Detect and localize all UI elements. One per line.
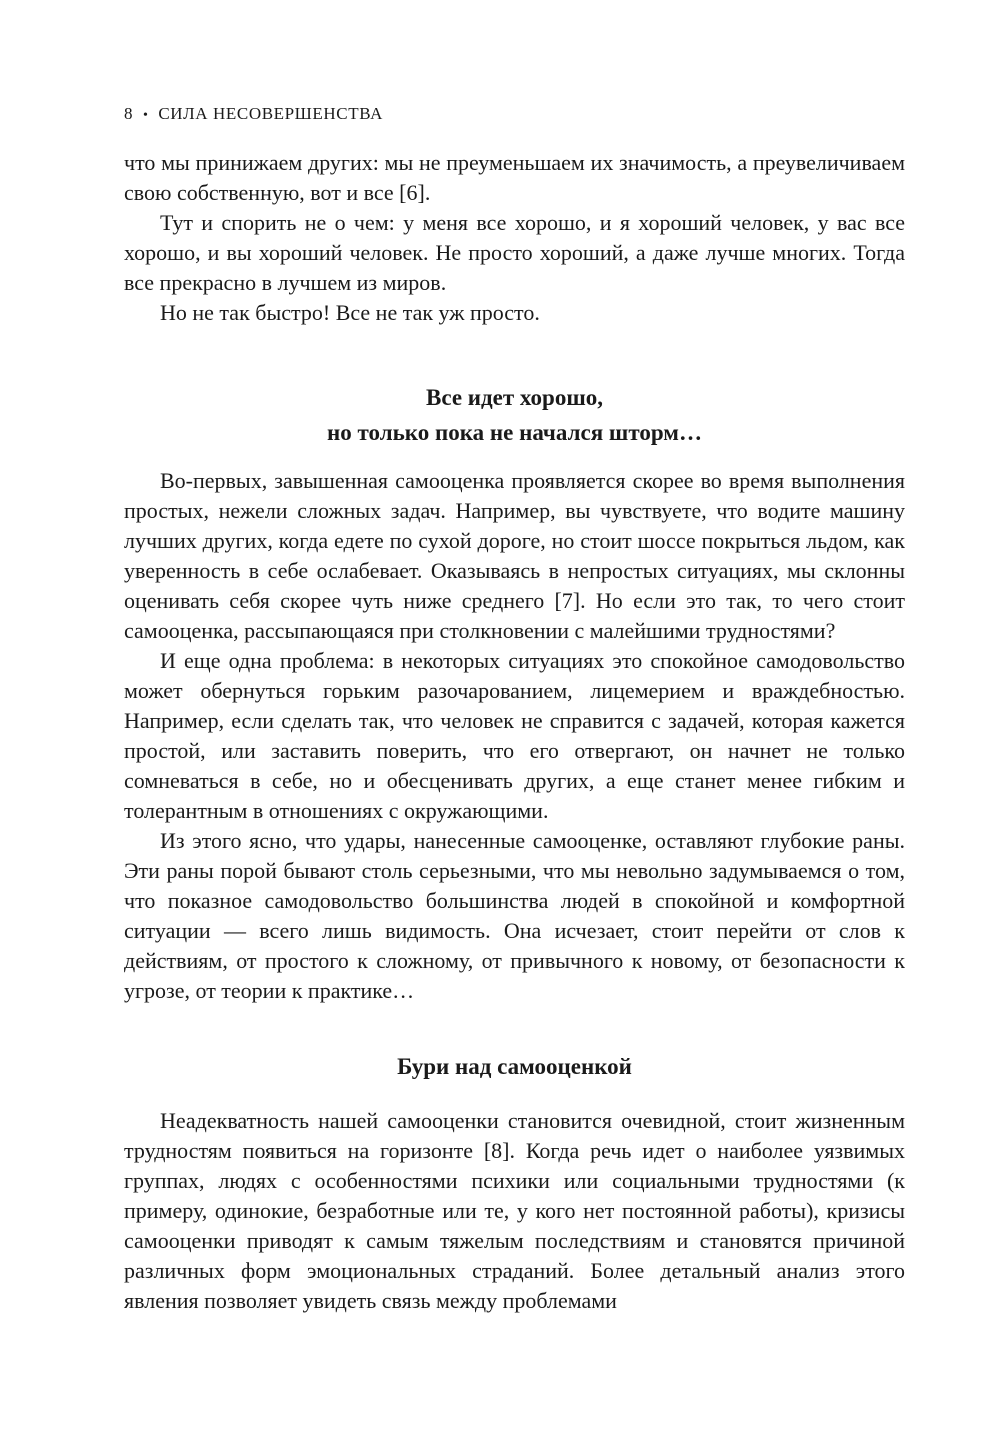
page-number: 8: [124, 104, 134, 123]
book-title: СИЛА НЕСОВЕРШЕНСТВА: [158, 104, 383, 123]
running-header: [124, 103, 383, 127]
section-heading-line: Все идет хорошо,: [425, 385, 603, 410]
section-heading-storm: [124, 380, 905, 450]
section-heading-storms: Бури над самооценкой: [397, 1054, 632, 1079]
paragraph: Но не так быстро! Все не так уж просто.: [160, 300, 540, 325]
bullet-separator: •: [142, 108, 149, 123]
paragraph: Из этого ясно, что удары, нанесенные самооценке, оставляют глубокие раны. Эти раны порой бывают столь серьезными, что мы невольно задумываемся о том, что показное самодовольство большинства людей в спокойной и комфортной ситуации — всего лишь видимость. Она исчезает, стоит перейти от слов к действиям, от простого к сложному, от привычного к новому, от безопасности к угрозе, от теории к практике…: [124, 828, 905, 1003]
section-heading-line: но только пока не начался шторм…: [327, 420, 702, 445]
paragraph: Тут и спорить не о чем: у меня все хорошо, и я хороший человек, у вас все хорошо, и вы хороший человек. Не просто хороший, а даже лучше многих. Тогда все прекрасно в лучшем из миров.: [124, 210, 905, 295]
paragraph: И еще одна проблема: в некоторых ситуациях это спокойное самодовольство может обернуться горьким разочарованием, лицемерием и враждебностью. Например, если сделать так, что человек не справится с задачей, которая кажется простой, или заставить поверить, что его отвергают, он начнет не только сомневаться в себе, но и обесценивать других, а еще станет менее гибким и толерантным в отношениях с окружающими.: [124, 648, 905, 823]
paragraph: Неадекватность нашей самооценки становится очевидной, стоит жизненным трудностям появиться на горизонте [8]. Когда речь идет о наиболее уязвимых группах, людях с особенностями психики или социальными трудностями (к примеру, одинокие, безработные или те, у кого нет постоянной работы), кризисы самооценки приводят к самым тяжелым последствиям и становятся причиной различных форм эмоциональных страданий. Более детальный анализ этого явления позволяет увидеть связь между проблемами: [124, 1108, 905, 1313]
paragraph-continued: что мы принижаем других: мы не преуменьшаем их значимость, а преувеличиваем свою собственную, вот и все [6].: [124, 150, 905, 205]
paragraph: Во-первых, завышенная самооценка проявляется скорее во время выполнения простых, нежели сложных задач. Например, вы чувствуете, что водите машину лучших других, когда едете по сухой дороге, но стоит шоссе покрыться льдом, как уверенность в себе ослабевает. Оказываясь в непростых ситуациях, мы склонны оценивать себя скорее чуть ниже среднего [7]. Но если это так, то чего стоит самооценка, рассыпающаяся при столкновении с малейшими трудностями?: [124, 468, 905, 643]
page-body: [124, 148, 905, 1316]
